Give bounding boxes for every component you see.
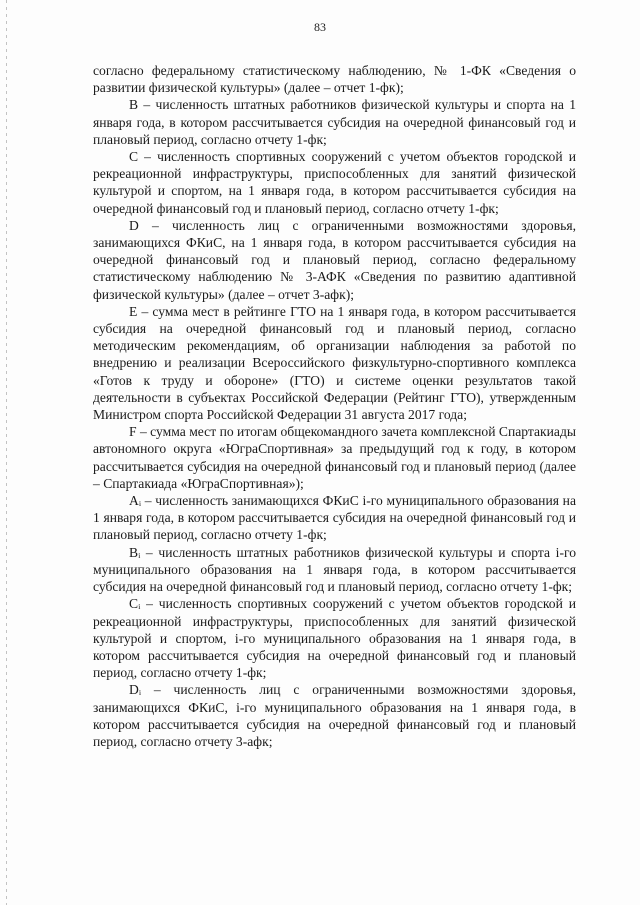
paragraph-e: E – сумма мест в рейтинге ГТО на 1 января года, в котором рассчитывается субсидия на очередной финансовый год и плановый период, согласно методическим рекомендациям, об организации наблюдения за работой по внедрению и реализации Всероссийского физкультурно-спортивного комплекса «Готов к труду и обороне» (ГТО) и системе оценки результатов такой деятельности в субъектах Российской Федерации (Рейтинг ГТО), утвержденным Министром спорта Российской Федерации 31 августа 2017 года; xyxy=(93,303,576,423)
page-number: 83 xyxy=(314,20,326,34)
paragraph-c-i: Cᵢ – численность спортивных сооружений с учетом объектов городской и рекреационной инфраструктуры, приспособленных для занятий физической культурой и спортом, i-го муниципального образования на 1 января года, в котором рассчитывается субсидия на очередной финансовый год и плановый период, согласно отчету 1-фк; xyxy=(93,596,576,681)
paragraph-d: D – численность лиц с ограниченными возможностями здоровья, занимающихся ФКиС, на 1 января года, в котором рассчитывается субсидия на очередной финансовый год и плановый период, согласно федеральному статистическому наблюдению № 3-АФК «Сведения по развитию адаптивной физической культуры» (далее – отчет 3-афк); xyxy=(93,217,576,302)
paragraph-c: C – численность спортивных сооружений с учетом объектов городской и рекреационной инфраструктуры, приспособленных для занятий физической культурой и спортом, на 1 января года, в котором рассчитывается субсидия на очередной финансовый год и плановый период, согласно отчету 1-фк; xyxy=(93,149,576,216)
scan-edge-mark xyxy=(6,0,7,905)
document-body xyxy=(93,62,576,750)
paragraph-b-i: Bᵢ – численность штатных работников физической культуры и спорта i-го муниципального образования на 1 января года, в котором рассчитывается субсидия на очередной финансовый год и плановый период, согласно отчету 1-фк; xyxy=(93,544,576,595)
paragraph-continuation: согласно федеральному статистическому наблюдению, № 1-ФК «Сведения о развитии физической культуры» (далее – отчет 1-фк); xyxy=(93,63,576,96)
paragraph-d-i: Dᵢ – численность лиц с ограниченными возможностями здоровья, занимающихся ФКиС, i-го муниципального образования на 1 января года, в котором рассчитывается субсидия на очередной финансовый год и плановый период, согласно отчету 3-афк; xyxy=(93,682,576,749)
paragraph-b: B – численность штатных работников физической культуры и спорта на 1 января года, в котором рассчитывается субсидия на очередной финансовый год и плановый период, согласно отчету 1-фк; xyxy=(93,97,576,147)
paragraph-a-i: Aᵢ – численность занимающихся ФКиС i-го муниципального образования на 1 января года, в котором рассчитывается субсидия на очередной финансовый год и плановый период, согласно отчету 1-фк; xyxy=(93,493,576,543)
paragraph-f: F – сумма мест по итогам общекомандного зачета комплексной Спартакиады автономного округа «ЮграСпортивная» за предыдущий год к году, в котором рассчитывается субсидия на очередной финансовый год и плановый период (далее – Спартакиада «ЮграСпортивная»); xyxy=(93,424,576,491)
